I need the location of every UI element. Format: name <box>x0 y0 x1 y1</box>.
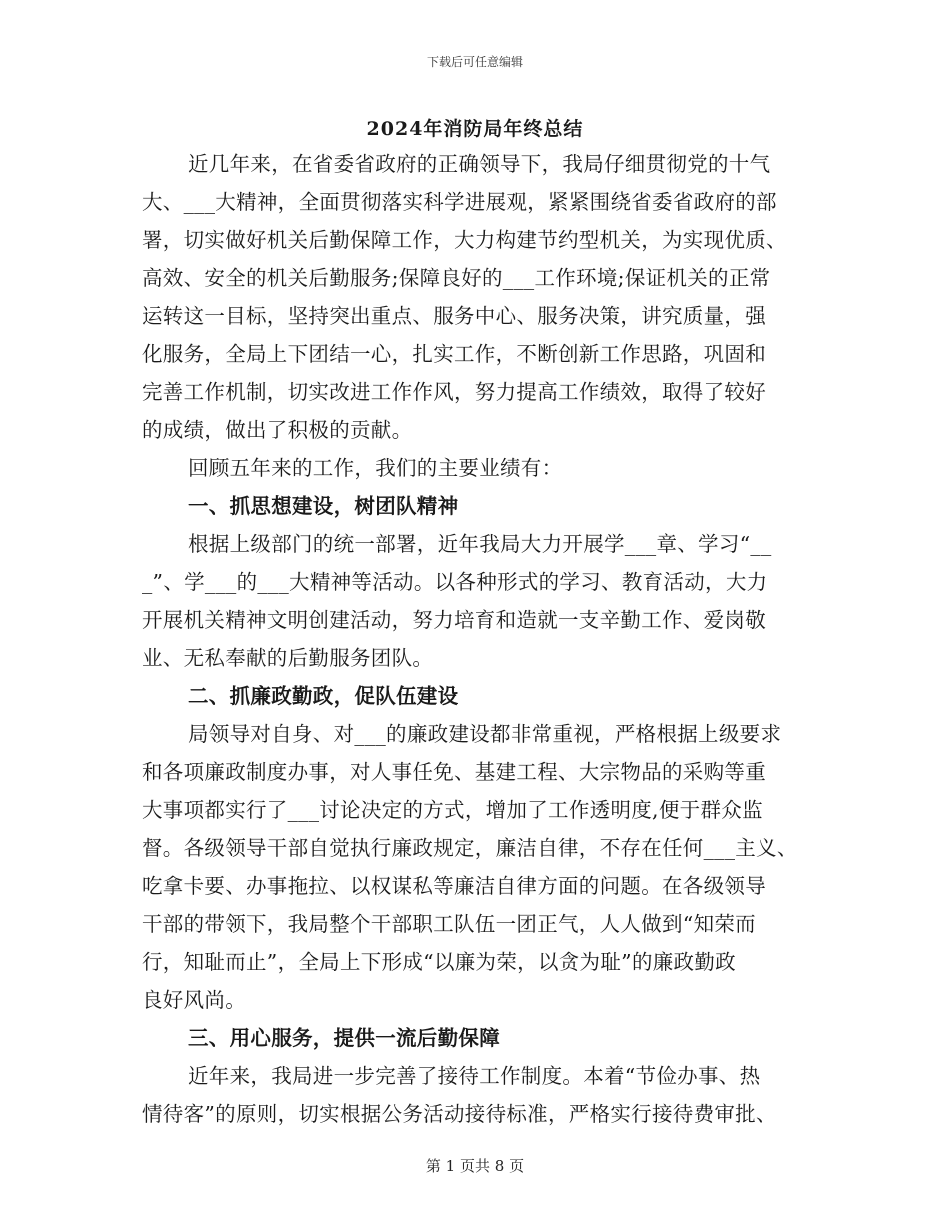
paragraph-line: 大、___大精神，全面贯彻落实科学进展观，紧紧围绕省委省政府的部 <box>142 190 777 214</box>
paragraph-line: 署，切实做好机关后勤保障工作，大力构建节约型机关，为实现优质、 <box>142 228 787 252</box>
paragraph-line: 完善工作机制，切实改进工作作风，努力提高工作绩效，取得了较好 <box>142 380 766 404</box>
document-title: 2024年消防局年终总结 <box>366 118 584 140</box>
paragraph-line: 大事项都实行了___讨论决定的方式，增加了工作透明度,便于群众监 <box>142 798 763 822</box>
paragraph-line: 行，知耻而止”，全局上下形成“以廉为荣，以贪为耻”的廉政勤政 <box>142 950 736 974</box>
paragraph-line: 近年来，我局进一步完善了接待工作制度。本着“节俭办事、热 <box>188 1064 761 1088</box>
paragraph-line: _”、学___的___大精神等活动。以各种形式的学习、教育活动，大力 <box>142 570 768 594</box>
paragraph-line: 吃拿卡要、办事拖拉、以权谋私等廉洁自律方面的问题。在各级领导 <box>142 874 766 898</box>
header-note: 下载后可任意编辑 <box>426 55 523 69</box>
paragraph-line: 运转这一目标，坚持突出重点、服务中心、服务决策，讲究质量，强 <box>142 304 766 328</box>
paragraph-line: 情待客”的原则，切实根据公务活动接待标准，严格实行接待费审批、 <box>142 1102 777 1126</box>
paragraph-line: 回顾五年来的工作，我们的主要业绩有： <box>188 456 563 480</box>
section-heading: 二、抓廉政勤政，促队伍建设 <box>188 684 459 708</box>
paragraph-line: 近几年来，在省委省政府的正确领导下，我局仔细贯彻党的十气 <box>188 152 771 176</box>
section-heading: 三、用心服务，提供一流后勤保障 <box>188 1026 500 1050</box>
page-number-footer: 第 1 页共 8 页 <box>425 1157 525 1175</box>
paragraph-line: 业、无私奉献的后勤服务团队。 <box>142 646 434 670</box>
section-heading: 一、抓思想建设，树团队精神 <box>188 494 459 518</box>
paragraph-line: 和各项廉政制度办事，对人事任免、基建工程、大宗物品的采购等重 <box>142 760 766 784</box>
paragraph-line: 局领导对自身、对___的廉政建设都非常重视，严格根据上级要求 <box>188 722 782 746</box>
paragraph-line: 督。各级领导干部自觉执行廉政规定，廉洁自律，不存在任何___主义、 <box>142 836 798 860</box>
paragraph-line: 的成绩，做出了积极的贡献。 <box>142 418 413 442</box>
paragraph-line: 根据上级部门的统一部署，近年我局大力开展学___章、学习“__ <box>188 532 772 556</box>
paragraph-line: 化服务，全局上下团结一心，扎实工作，不断创新工作思路，巩固和 <box>142 342 766 366</box>
paragraph-line: 干部的带领下，我局整个干部职工队伍一团正气，人人做到“知荣而 <box>142 912 756 936</box>
paragraph-line: 开展机关精神文明创建活动，努力培育和造就一支辛勤工作、爱岗敬 <box>142 608 766 632</box>
paragraph-line: 高效、安全的机关后勤服务;保障良好的___工作环境;保证机关的正常 <box>142 266 771 290</box>
paragraph-line: 良好风尚。 <box>142 988 246 1012</box>
